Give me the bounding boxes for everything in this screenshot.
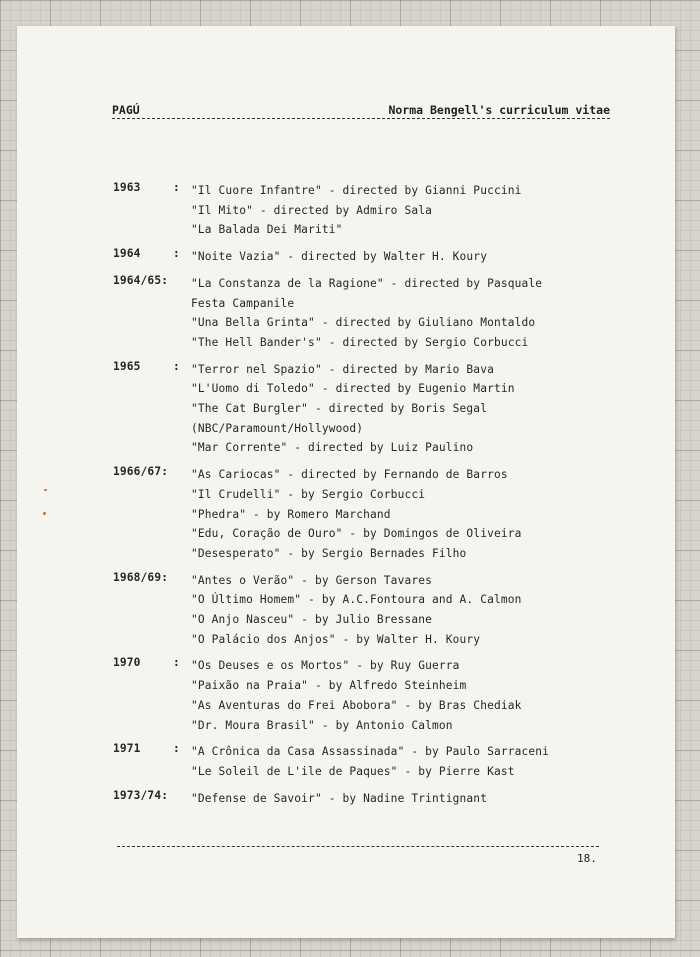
- entry-works: [191, 465, 633, 564]
- work-line: "The Hell Bander's" - directed by Sergio Corbucci: [191, 335, 529, 349]
- entry-colon: [173, 571, 191, 650]
- work-line: "O Anjo Nasceu" - by Julio Bressane: [191, 613, 432, 627]
- work-line: "Os Deuses e os Mortos" - by Ruy Guerra: [191, 659, 460, 673]
- work-line: "Le Soleil de L'ile de Paques" - by Pierre Kast: [191, 764, 515, 778]
- filmography-entry: [113, 360, 633, 459]
- work-line: "Desesperato" - by Sergio Bernades Filho: [191, 546, 467, 560]
- filmography-entry: [113, 571, 633, 650]
- entry-works: [191, 656, 633, 735]
- ink-speck-2: [43, 512, 46, 515]
- work-line: "As Aventuras do Frei Abobora" - by Bras Chediak: [191, 698, 522, 712]
- work-line: "The Cat Burgler" - directed by Boris Segal: [191, 402, 488, 416]
- work-line: "Terror nel Spazio" - directed by Mario Bava: [191, 362, 494, 376]
- work-line: "A Crônica da Casa Assassinada" - by Paulo Sarraceni: [191, 745, 550, 759]
- entry-colon: [173, 274, 191, 353]
- work-line: "Una Bella Grinta" - directed by Giuliano Montaldo: [191, 316, 536, 330]
- entry-year: 1966/67:: [113, 465, 169, 479]
- filmography-list: [113, 181, 633, 808]
- header-title: PAGÚ: [112, 103, 140, 117]
- entry-year: 1964: [113, 247, 141, 261]
- work-line: "Dr. Moura Brasil" - by Antonio Calmon: [191, 718, 453, 732]
- work-line: "O Último Homem" - by A.C.Fontoura and A. Calmon: [191, 593, 522, 607]
- entry-year: 1963: [113, 181, 141, 194]
- entry-works: [191, 181, 633, 240]
- ink-speck-1: [44, 489, 47, 491]
- work-line: "Phedra" - by Romero Marchand: [191, 507, 391, 521]
- entry-colon: :: [173, 742, 180, 756]
- filmography-entry: [113, 742, 633, 781]
- entry-colon: :: [173, 359, 180, 373]
- work-line: "Il Crudelli" - by Sergio Corbucci: [191, 487, 426, 501]
- entry-colon: :: [173, 656, 180, 670]
- entry-year: 1965: [113, 359, 141, 373]
- page-header: [112, 103, 610, 119]
- entry-year: 1968/69:: [113, 570, 169, 584]
- work-line: (NBC/Paramount/Hollywood): [191, 421, 364, 435]
- filmography-entry: [113, 181, 633, 240]
- entry-colon: :: [173, 247, 180, 261]
- entry-year: 1973/74:: [113, 788, 169, 802]
- work-line: Festa Campanile: [191, 296, 295, 310]
- filmography-entry: [113, 274, 633, 353]
- entry-year: 1971: [113, 742, 141, 756]
- entry-year: 1964/65:: [113, 273, 169, 287]
- work-line: "Il Mito" - directed by Admiro Sala: [191, 203, 432, 217]
- work-line: "L'Uomo di Toledo" - directed by Eugenio Martin: [191, 382, 515, 396]
- work-line: "Noite Vazia" - directed by Walter H. Koury: [191, 250, 488, 264]
- entry-works: [191, 789, 633, 809]
- footer-divider: [117, 846, 599, 847]
- work-line: "Il Cuore Infantre" - directed by Gianni Puccini: [191, 184, 522, 197]
- entry-colon: [173, 465, 191, 564]
- work-line: "La Constanza de la Ragione" - directed by Pasquale: [191, 276, 543, 290]
- entry-colon: :: [173, 181, 180, 194]
- filmography-entry: [113, 465, 633, 564]
- filmography-entry: [113, 789, 633, 809]
- work-line: "Defense de Savoir" - by Nadine Trintignant: [191, 791, 488, 805]
- document-page: [17, 26, 675, 938]
- header-subtitle: Norma Bengell's curriculum vitae: [388, 103, 610, 117]
- work-line: "La Balada Dei Mariti": [191, 223, 343, 237]
- work-line: "As Cariocas" - directed by Fernando de Barros: [191, 468, 508, 482]
- entry-works: [191, 571, 633, 650]
- filmography-entry: [113, 656, 633, 735]
- entry-year: 1970: [113, 656, 141, 670]
- work-line: "Paixão na Praia" - by Alfredo Steinheim: [191, 679, 467, 693]
- entry-works: [191, 742, 633, 781]
- entry-works: [191, 247, 633, 267]
- entry-works: [191, 274, 633, 353]
- filmography-entry: [113, 247, 633, 267]
- work-line: "Antes o Verão" - by Gerson Tavares: [191, 573, 432, 587]
- work-line: "O Palácio dos Anjos" - by Walter H. Koury: [191, 632, 481, 646]
- entry-colon: [173, 789, 191, 809]
- page-number: 18.: [577, 852, 597, 865]
- work-line: "Mar Corrente" - directed by Luiz Paulino: [191, 441, 474, 455]
- work-line: "Edu, Coração de Ouro" - by Domingos de Oliveira: [191, 527, 522, 541]
- entry-works: [191, 360, 633, 459]
